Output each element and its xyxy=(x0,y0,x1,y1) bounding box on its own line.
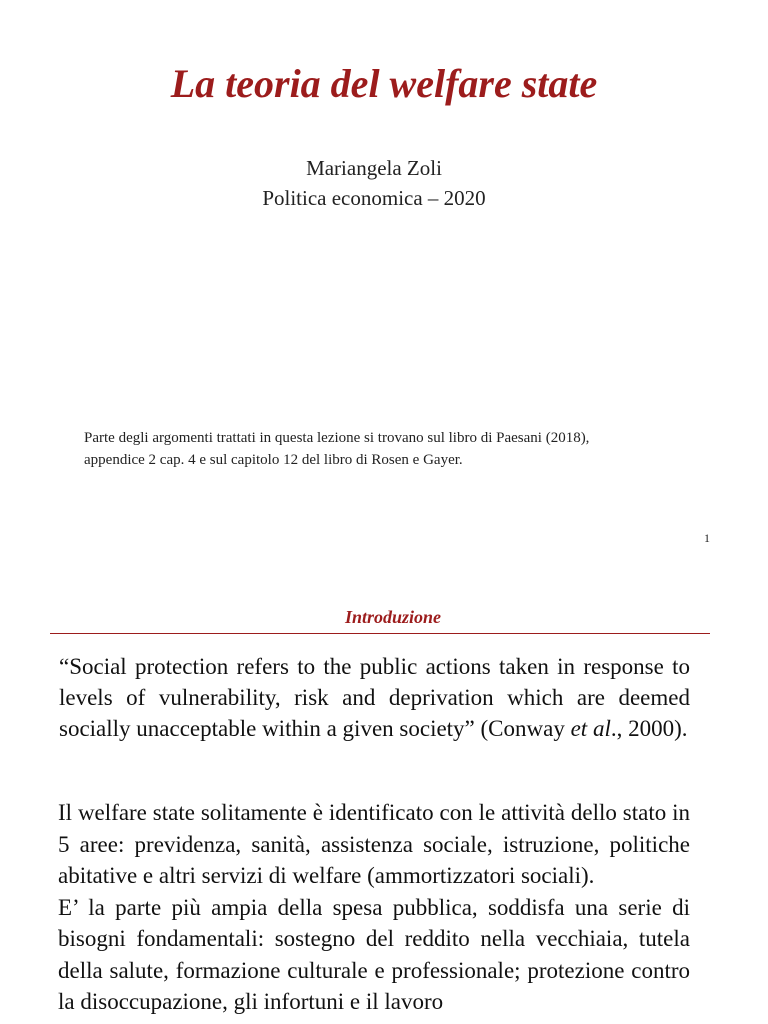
course-name: Politica economica – 2020 xyxy=(262,186,486,210)
paragraph-public-spending: E’ la parte più ampia della spesa pubblica, soddisfa una serie di bisogni fondamentali: sostegno del reddito nella vecchiaia, tutela della salute, formazione culturale e professionale; protezione contro la disoccupazione, gli infortuni e il lavoro xyxy=(58,894,690,1014)
section-title: Introduzione xyxy=(344,607,442,627)
document-title: La teoria del welfare state xyxy=(170,61,598,106)
page-number: 1 xyxy=(704,531,710,545)
quote-text: “Social protection refers to the public actions taken in response to levels of vulnerability, risk and deprivation which are deemed socially unacceptable within a given society” (Conway xyxy=(59,654,690,741)
introduction-slide xyxy=(0,570,768,1024)
paragraph-welfare-areas: Il welfare state solitamente è identificato con le attività dello stato in 5 aree: previdenza, sanità, assistenza sociale, istruzione, politiche abitative e altri servizi di welfare (ammortizzatori sociali). xyxy=(58,800,690,888)
quote-citation-tail: ., 2000). xyxy=(610,716,688,741)
author-block xyxy=(0,153,748,213)
author-name: Mariangela Zoli xyxy=(306,156,442,180)
body-text xyxy=(58,797,690,1018)
section-divider xyxy=(50,633,710,634)
reference-note: Parte degli argomenti trattati in questa lezione si trovano sul libro di Paesani (2018), appendice 2 cap. 4 e sul capitolo 12 del libro di Rosen e Gayer. xyxy=(84,430,590,468)
definition-quote xyxy=(59,651,690,744)
quote-citation-italic: et al xyxy=(570,716,611,741)
